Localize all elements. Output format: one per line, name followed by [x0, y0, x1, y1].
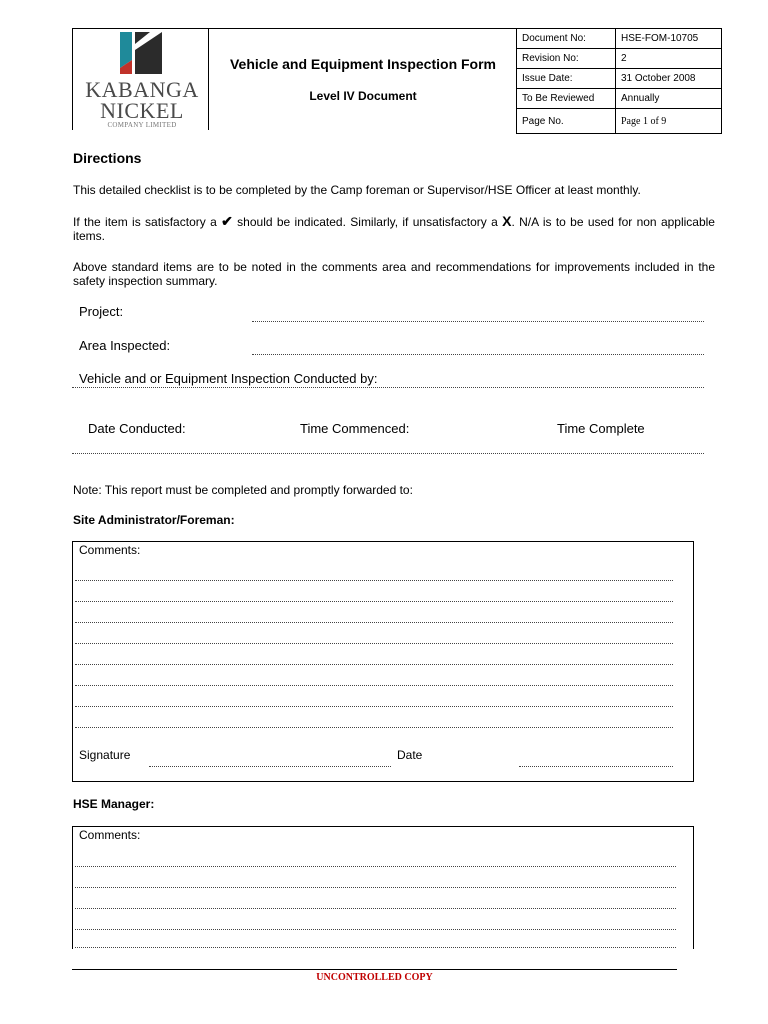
header-top-rule: [72, 28, 516, 29]
site-admin-heading: Site Administrator/Foreman:: [73, 513, 235, 527]
header-left-border: [72, 28, 73, 130]
project-field[interactable]: [252, 321, 704, 322]
meta-value: 31 October 2008: [616, 69, 722, 89]
time-complete-label: Time Complete: [557, 421, 645, 436]
meta-row: [517, 89, 722, 109]
document-level: Level IV Document: [309, 89, 417, 103]
date-label: Date: [397, 748, 423, 762]
date-conducted-label: Date Conducted:: [88, 421, 186, 436]
meta-key: Document No:: [517, 29, 616, 49]
footer-rule: [72, 969, 677, 970]
signature-label: Signature: [79, 748, 131, 762]
meta-row: [517, 49, 722, 69]
form-title: Vehicle and Equipment Inspection Form: [229, 56, 497, 72]
date-time-field[interactable]: [72, 453, 704, 454]
meta-row: [517, 69, 722, 89]
meta-key: Page No.: [517, 109, 616, 134]
conducted-by-field[interactable]: [72, 387, 704, 388]
x-mark-icon: X: [502, 213, 512, 229]
meta-key: Revision No:: [517, 49, 616, 69]
comment-line[interactable]: [75, 685, 673, 686]
signature-field[interactable]: [149, 766, 391, 767]
conducted-by-label: Vehicle and or Equipment Inspection Conducted by:: [79, 371, 378, 386]
date-field[interactable]: [519, 766, 673, 767]
project-label: Project:: [79, 304, 124, 319]
comment-line[interactable]: [75, 929, 676, 930]
directions-paragraph-2: [73, 214, 715, 243]
header-divider: [208, 28, 209, 130]
comment-line[interactable]: [75, 643, 673, 644]
meta-row: [517, 29, 722, 49]
comment-line[interactable]: [75, 622, 673, 623]
logo-text-kabanga: KABANGA: [85, 77, 199, 102]
p2-text-a: If the item is satisfactory a: [73, 215, 222, 229]
meta-value: HSE-FOM-10705: [616, 29, 722, 49]
p2-text-c: . N/A is to be used for non applicable items.: [73, 215, 715, 243]
forwarding-note: Note: This report must be completed and promptly forwarded to:: [73, 483, 413, 497]
meta-key: To Be Reviewed: [517, 89, 616, 109]
meta-value: Annually: [616, 89, 722, 109]
hse-comments-label: Comments:: [79, 828, 141, 842]
hse-manager-heading: HSE Manager:: [73, 797, 155, 811]
comment-line[interactable]: [75, 887, 676, 888]
comment-line[interactable]: [75, 908, 676, 909]
comment-line[interactable]: [75, 727, 673, 728]
comment-line[interactable]: [75, 947, 676, 948]
comment-line[interactable]: [75, 866, 676, 867]
document-meta-table: [516, 28, 722, 134]
meta-row: [517, 109, 722, 134]
area-inspected-field[interactable]: [252, 354, 704, 355]
comment-line[interactable]: [75, 706, 673, 707]
site-admin-comments-box: [72, 541, 694, 782]
comment-line[interactable]: [75, 580, 673, 581]
logo-text-nickel: NICKEL: [100, 98, 184, 123]
logo-mark-icon: [80, 30, 204, 76]
p2-text-b: should be indicated. Similarly, if unsatisfactory a: [232, 215, 503, 229]
time-commenced-label: Time Commenced:: [300, 421, 410, 436]
logo-text-company: COMPANY LIMITED: [107, 121, 177, 129]
company-logo: [80, 30, 204, 130]
comment-line[interactable]: [75, 664, 673, 665]
meta-key: Issue Date:: [517, 69, 616, 89]
meta-value: 2: [616, 49, 722, 69]
uncontrolled-copy-label: UNCONTROLLED COPY: [316, 972, 433, 983]
directions-heading: Directions: [73, 150, 142, 166]
area-inspected-label: Area Inspected:: [79, 338, 171, 353]
check-mark-icon: ✔: [221, 213, 233, 229]
directions-paragraph-1: This detailed checklist is to be completed by the Camp foreman or Supervisor/HSE Officer at least monthly.: [73, 183, 641, 197]
directions-paragraph-3: Above standard items are to be noted in the comments area and recommendations for improvements included in the safety inspection summary.: [73, 260, 715, 288]
site-admin-comments-label: Comments:: [79, 543, 141, 557]
hse-comments-box: [72, 826, 694, 949]
comment-line[interactable]: [75, 601, 673, 602]
meta-value: Page 1 of 9: [616, 109, 722, 134]
